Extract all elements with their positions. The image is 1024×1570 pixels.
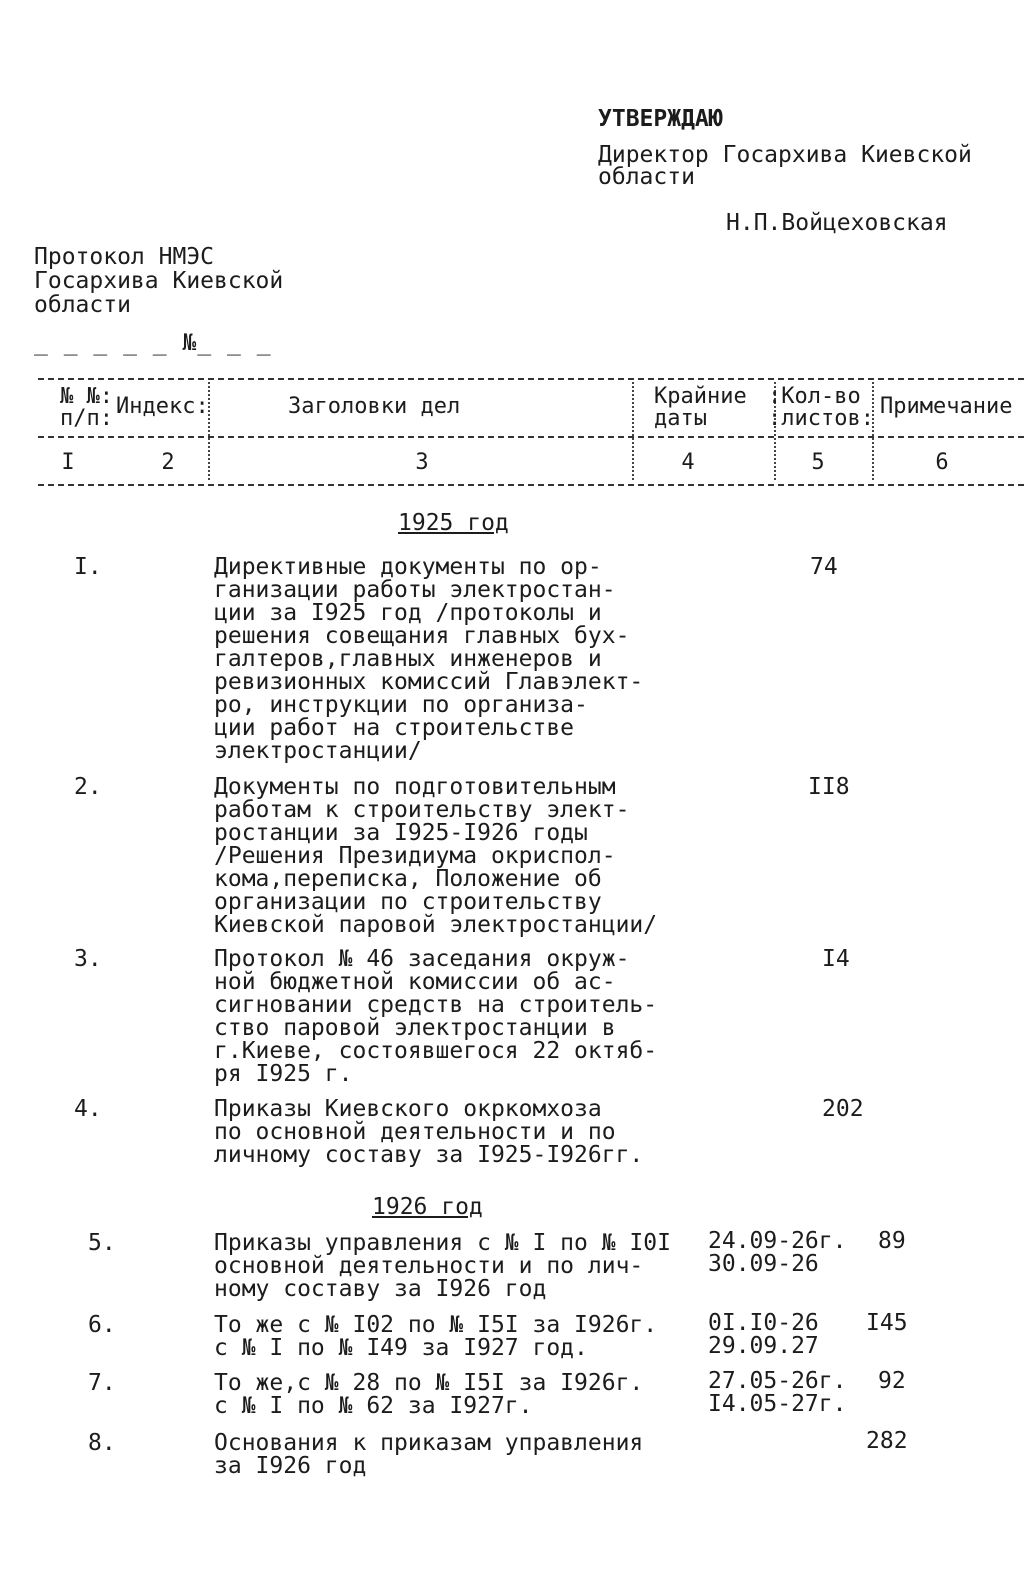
row-title: То же с № I02 по № I5I за I926г. с № I по № I49 за I927 год. [214, 1312, 658, 1361]
row-title: Протокол № 46 заседания окруж- ной бюджетной комиссии об ас- сигновании средств на строитель- ство паровой электростанции в г.Киеве, состоявшегося 22 октяб- ря I925 г. [214, 946, 658, 1087]
column-number: 3 [415, 450, 429, 475]
column-numbers-rule [38, 484, 1024, 486]
row-number: 8. [88, 1430, 116, 1456]
row-sheets: 74 [810, 554, 838, 580]
row-number: I. [74, 554, 102, 580]
row-number: 3. [74, 946, 102, 972]
row-sheets: 282 [866, 1428, 908, 1454]
column-number: 2 [161, 450, 175, 475]
header-sheets: :Кол-во :листов: [768, 384, 874, 431]
row-sheets: I4 [822, 946, 850, 972]
header-num: № №: п/п: [60, 384, 113, 431]
row-title: Документы по подготовительным работам к строительству элект- ростанции за I925-I926 годы /Решения Президиума окриспол- кома,переписка, Положение об организации по строительству Киевской паровой электростанции/ [214, 774, 658, 938]
row-dates: 24.09-26г. 30.09-26 [708, 1228, 847, 1277]
approval-title: УТВЕРЖДАЮ [598, 106, 723, 132]
row-number: 7. [88, 1370, 116, 1396]
row-sheets: 202 [822, 1096, 864, 1122]
row-sheets: 92 [878, 1368, 906, 1394]
column-separator [632, 382, 634, 480]
header-note: Примечание [880, 394, 1013, 419]
row-title: Приказы Киевского окркомхоза по основной деятельности и по личному составу за I925-I926гг. [214, 1096, 644, 1168]
column-number: 5 [811, 450, 825, 475]
approver-name: Н.П.Войцеховская [726, 210, 948, 236]
section-year-1926: 1926 год [372, 1194, 483, 1220]
row-sheets: II8 [808, 774, 850, 800]
header-dates: Крайние даты [654, 384, 747, 431]
row-title: Приказы управления с № I по № I0I основной деятельности и по лич- ному составу за I926 год [214, 1230, 671, 1302]
row-dates: 0I.I0-26 29.09.27 [708, 1310, 819, 1359]
row-number: 5. [88, 1230, 116, 1256]
protocol-line3: области [34, 292, 131, 318]
protocol-number-line: _ _ _ _ _ №_ _ _ [34, 330, 272, 356]
protocol-line2: Госархива Киевской [34, 268, 284, 294]
header-title: Заголовки дел [288, 394, 461, 419]
row-title: Основания к приказам управления за I926 год [214, 1430, 644, 1479]
table-top-rule [38, 378, 1024, 380]
row-number: 2. [74, 774, 102, 800]
approval-position-line1: Директор Госархива Киевской [598, 142, 972, 168]
column-number: 4 [681, 450, 695, 475]
row-sheets: I45 [866, 1310, 908, 1336]
header-index: Индекс: [116, 394, 209, 419]
row-number: 6. [88, 1312, 116, 1338]
row-title: То же,с № 28 по № I5I за I926г. с № I по № 62 за I927г. [214, 1370, 644, 1419]
section-year-1925: 1925 год [398, 510, 509, 536]
protocol-line1: Протокол НМЭС [34, 244, 215, 270]
column-number: 6 [935, 450, 949, 475]
row-sheets: 89 [878, 1228, 906, 1254]
column-number: I [61, 450, 75, 475]
row-dates: 27.05-26г. I4.05-27г. [708, 1368, 847, 1417]
approval-position-line2: области [598, 164, 695, 190]
row-title: Директивные документы по ор- ганизации работы электростан- ции за I925 год /протоколы и решения совещания главных бух- галтеров,главных инженеров и ревизионных комиссий Главэлект- ро, инструкции по организа- ции работ на строительстве электростанции/ [214, 554, 644, 764]
row-number: 4. [74, 1096, 102, 1122]
header-bottom-rule [38, 436, 1024, 438]
